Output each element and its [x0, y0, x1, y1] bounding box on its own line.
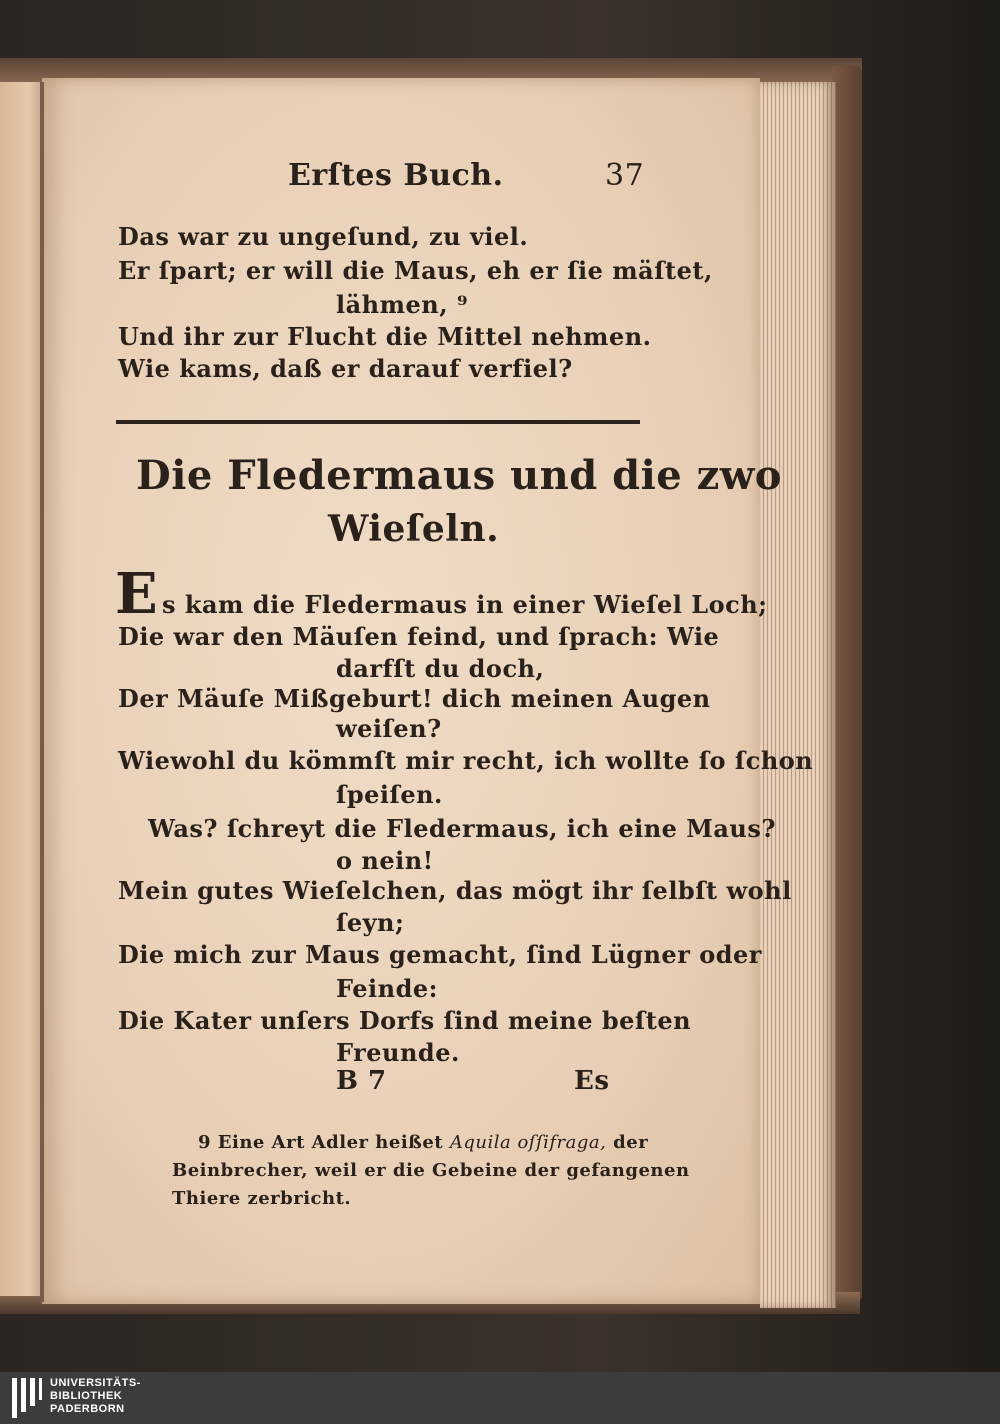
library-logo-icon [12, 1378, 42, 1418]
fable-line: Die mich zur Maus gemacht, ſind Lügner oder [118, 940, 762, 969]
fable-line: Feinde: [336, 974, 438, 1003]
footnote-line [198, 1132, 648, 1153]
book-cover-right [832, 66, 862, 1302]
fable-title: Die Fledermaus und die zwo [136, 452, 782, 499]
signature-mark: B 7 [336, 1066, 387, 1096]
footnote-line: Beinbrecher, weil er die Gebeine der gefangenen [172, 1160, 690, 1181]
fable-line: ſpeiſen. [336, 780, 443, 809]
fable-title-continued: Wieſeln. [328, 508, 500, 550]
fable-line: Was? ſchreyt die Fledermaus, ich eine Maus? [148, 814, 776, 843]
footnote-text: der [613, 1132, 649, 1153]
fable-line: o nein! [336, 846, 434, 875]
fable-line: ſeyn; [336, 908, 405, 937]
library-name-line: BIBLIOTHEK [50, 1390, 123, 1402]
fable-line: Freunde. [336, 1038, 460, 1067]
fable-line: weiſen? [336, 714, 442, 743]
library-footer [0, 1372, 1000, 1424]
footnote-latin: Aquila oſſifraga, [449, 1132, 607, 1153]
library-name [50, 1377, 141, 1416]
page-number: 37 [605, 158, 645, 193]
section-rule [116, 420, 640, 424]
fable-line: s kam die Fledermaus in einer Wieſel Loch; [162, 590, 768, 619]
fable-line: Mein gutes Wieſelchen, das mögt ihr ſelbſt wohl [118, 876, 792, 905]
library-name-line: PADERBORN [50, 1403, 125, 1415]
fable-line: Die Kater unſers Dorfs ſind meine beſten [118, 1006, 692, 1035]
verse-line: Und ihr zur Flucht die Mittel nehmen. [118, 322, 652, 351]
fable-line: Der Mäuſe Mißgeburt! dich meinen Augen [118, 684, 711, 713]
verse-line: Das war zu ungeſund, zu viel. [118, 222, 529, 251]
footnote-line: Thiere zerbricht. [172, 1188, 352, 1209]
fable-line: Die war den Mäuſen feind, und ſprach: Wie [118, 622, 720, 651]
book-gutter [40, 82, 44, 1302]
page-edges [760, 82, 836, 1308]
running-title: Erſtes Buch. [288, 158, 504, 193]
verse-line: lähmen, ⁹ [336, 290, 468, 319]
catchword: Es [574, 1066, 610, 1096]
library-name-line: UNIVERSITÄTS- [50, 1377, 141, 1389]
footnote-text: 9 Eine Art Adler heißet [198, 1132, 444, 1153]
fable-line: darfſt du doch, [336, 654, 545, 683]
verse-line: Wie kams, daß er darauf verfiel? [118, 354, 573, 383]
drop-cap: E [115, 561, 159, 627]
verse-line: Er ſpart; er will die Maus, eh er ſie mäſtet, [118, 256, 713, 285]
fable-line: Wiewohl du kömmſt mir recht, ich wollte ſo ſchon [118, 746, 814, 775]
